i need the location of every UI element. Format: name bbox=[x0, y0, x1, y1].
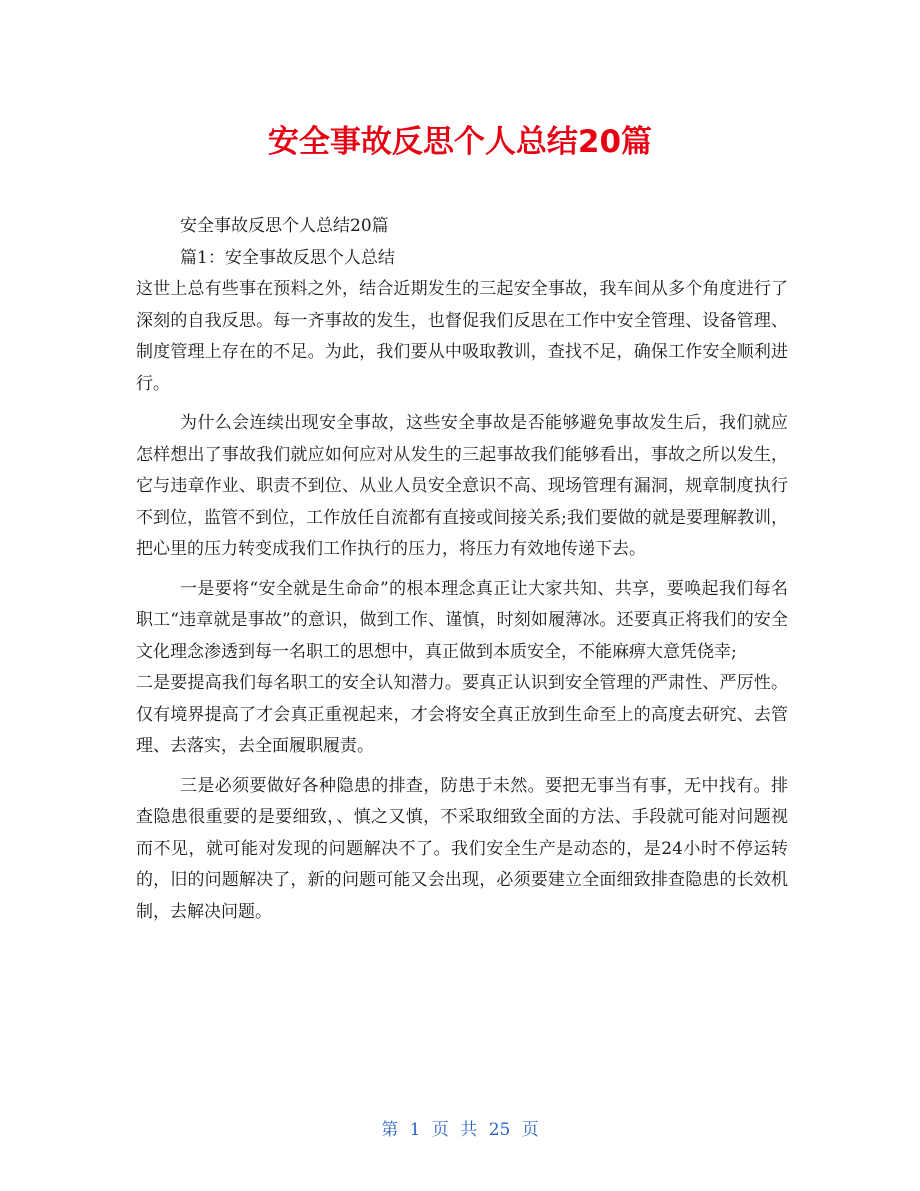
paragraph-1: 这世上总有些事在预料之外，结合近期发生的三起安全事故，我车间从多个角度进行了深刻的自我反思。每一齐事故的发生，也督促我们反思在工作中安全管理、设备管理、制度管理上存在的不足。为此，我们要从中吸取教训，查找不足，确保工作安全顺利进行。 bbox=[136, 279, 788, 394]
subtitle-line: 安全事故反思个人总结20篇 bbox=[180, 216, 389, 236]
document-body bbox=[136, 211, 788, 928]
paragraph-4: 二是要提高我们每名职工的安全认知潜力。要真正认识到安全管理的严肃性、严厉性。仅有境界提高了才会真正重视起来，才会将安全真正放到生命至上的高度去研究、去管理、去落实，去全面履职履责。 bbox=[136, 673, 788, 756]
paragraph-3: 一是要将“安全就是生命命”的根本理念真正让大家共知、共享，要唤起我们每名职工“违章就是事故”的意识，做到工作、谨慎，时刻如履薄冰。还要真正将我们的安全文化理念渗透到每一名职工的思想中，真正做到本质安全，不能麻痹大意凭侥幸; bbox=[136, 578, 788, 662]
paragraph-2: 为什么会连续出现安全事故，这些安全事故是否能够避免事故发生后，我们就应怎样想出了事故我们就应如何应对从发生的三起事故我们能够看出，事故之所以发生，它与违章作业、职责不到位、从业人员安全意识不高、现场管理有漏洞，规章制度执行不到位，监管不到位，工作放任自流都有直接或间接关系;我们要做的就是要理解教训，把心里的压力转变成我们工作执行的压力，将压力有效地传递下去。 bbox=[136, 413, 788, 559]
paragraph-5: 三是必须要做好各种隐患的排查，防患于未然。要把无事当有事，无中找有。排查隐患很重要的是要细致，、慎之又慎，不采取细致全面的方法、手段就可能对问题视而不见，就可能对发现的问题解决不了。我们安全生产是动态的，是24小时不停运转的，旧的问题解决了，新的问题可能又会出现，必须要建立全面细致排查隐患的长效机制，去解决问题。 bbox=[136, 775, 788, 922]
section-heading: 篇1：安全事故反思个人总结 bbox=[180, 247, 395, 268]
document-title: 安全事故反思个人总结20篇 bbox=[267, 124, 653, 160]
page-footer: 第 1 页 共 25 页 bbox=[381, 1120, 539, 1140]
